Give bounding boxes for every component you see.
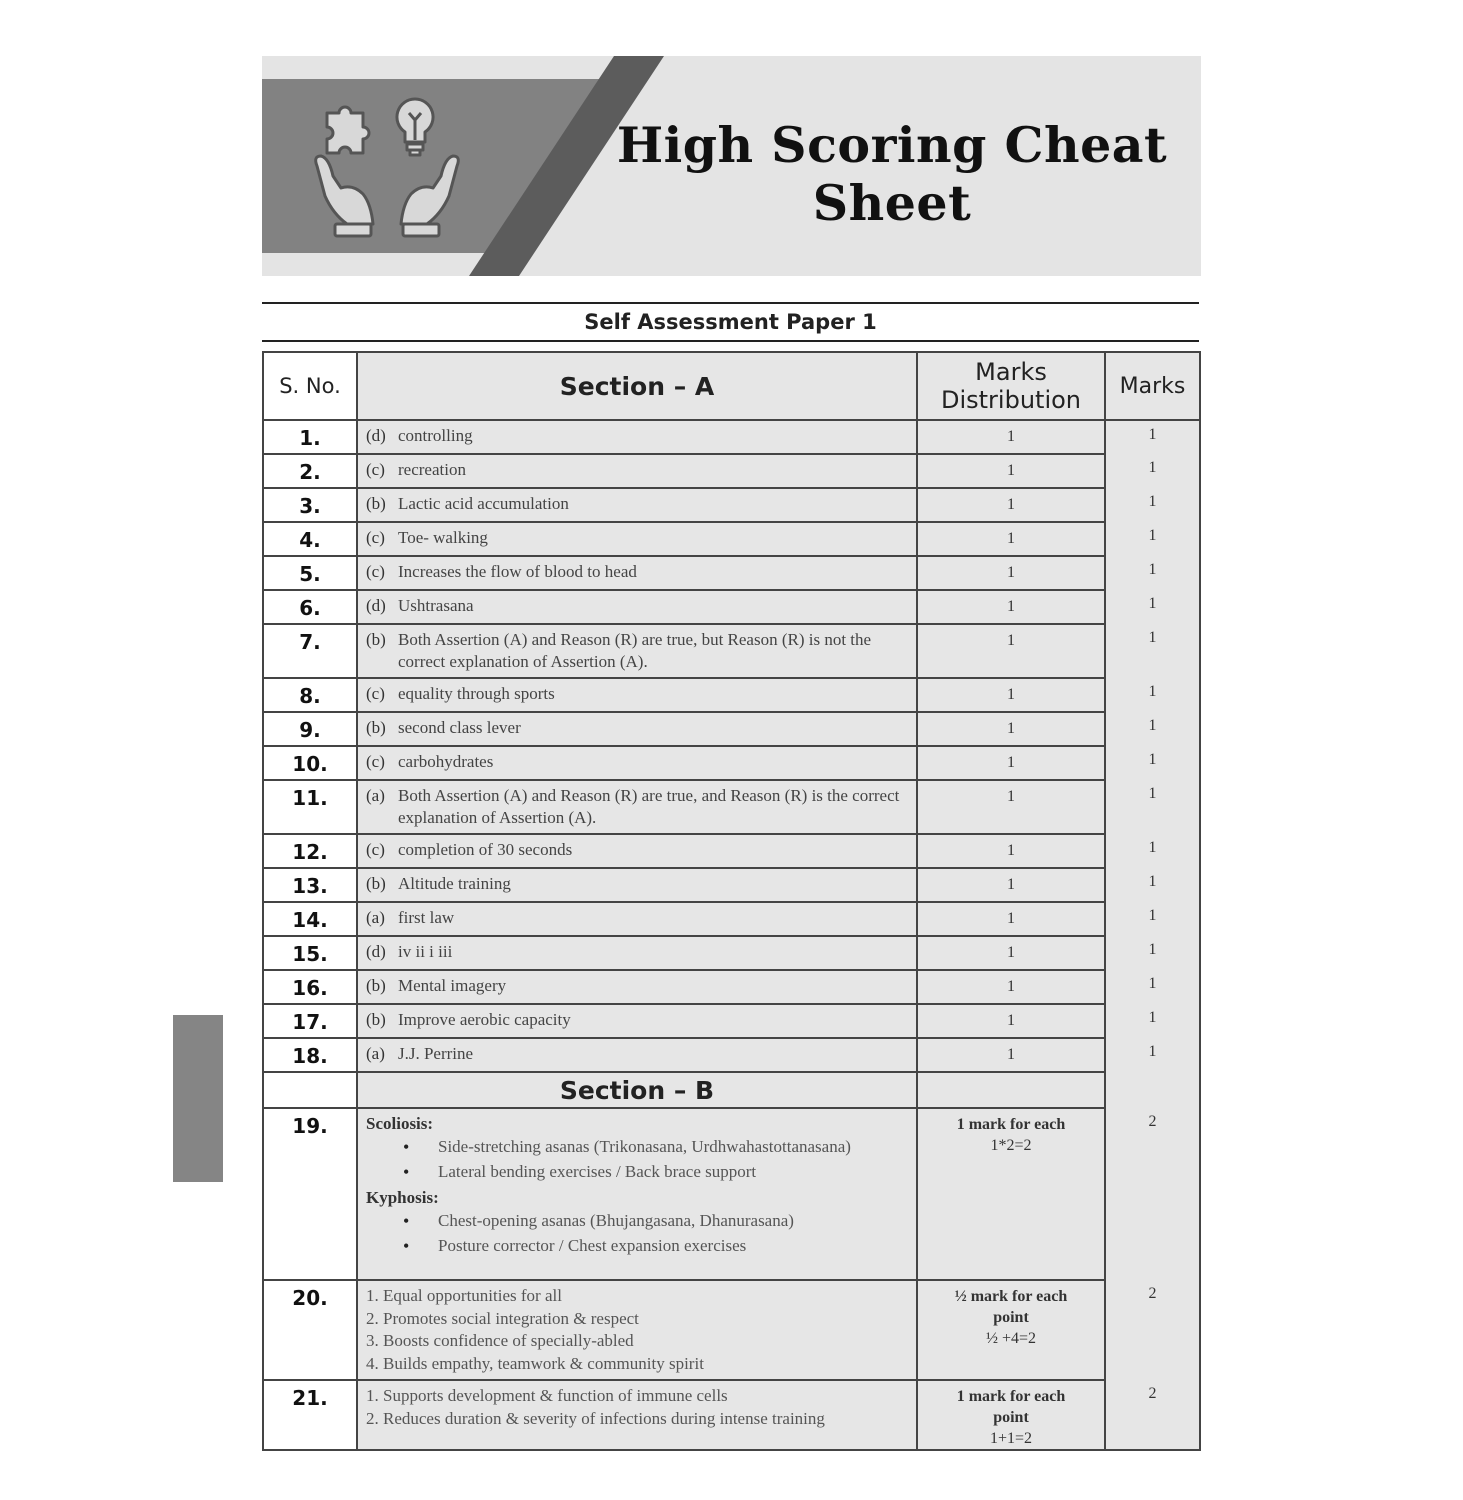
- row-sno: 18.: [263, 1038, 357, 1072]
- row-answer-text: Altitude training: [398, 874, 511, 893]
- row-marks: 2: [1105, 1108, 1200, 1280]
- answer-key-table: [262, 351, 1201, 1451]
- row-marks-distribution: 1: [917, 746, 1105, 780]
- subtitle-bar: [262, 302, 1199, 342]
- banner: [262, 56, 1201, 276]
- table-row: [263, 488, 1200, 522]
- row-option: (c): [366, 460, 385, 479]
- row-marks-distribution: 1: [917, 970, 1105, 1004]
- row-answer: [357, 712, 917, 746]
- lightbulb-icon: [397, 99, 433, 155]
- row-sno: 14.: [263, 902, 357, 936]
- row-option: (c): [366, 684, 385, 703]
- row-option: (c): [366, 528, 385, 547]
- row-marks-distribution: 1: [917, 420, 1105, 454]
- title-line-2: Sheet: [812, 174, 972, 232]
- row-answer: [357, 488, 917, 522]
- row-marks: 1: [1105, 936, 1200, 970]
- section-b-body: [263, 1072, 1200, 1450]
- row-option: (b): [366, 1010, 386, 1029]
- row-marks: 1: [1105, 556, 1200, 590]
- row-answer-text: equality through sports: [398, 684, 555, 703]
- row-marks-distribution: [917, 1280, 1105, 1380]
- row-marks: 1: [1105, 590, 1200, 624]
- row-sno: 11.: [263, 780, 357, 834]
- header-marks-distribution-line1: Marks: [975, 358, 1047, 386]
- row-answer-text: iv ii i iii: [398, 942, 453, 961]
- row-marks-distribution: 1: [917, 780, 1105, 834]
- kyphosis-heading: Kyphosis:: [366, 1188, 439, 1207]
- row-marks-distribution: 1: [917, 834, 1105, 868]
- row-marks-distribution: 1: [917, 678, 1105, 712]
- row-answer-text: first law: [398, 908, 455, 927]
- row-option: (b): [366, 718, 386, 737]
- row-answer-text: completion of 30 seconds: [398, 840, 573, 859]
- paper-subtitle: Self Assessment Paper 1: [584, 310, 877, 334]
- header-marks: Marks: [1105, 352, 1200, 420]
- row-option: (c): [366, 562, 385, 581]
- side-thumb-tab: [173, 1015, 223, 1182]
- section-b-header-row: [263, 1072, 1200, 1108]
- list-item: • Posture corrector / Chest expansion exercises: [438, 1236, 908, 1256]
- table-row: [263, 712, 1200, 746]
- row-sno: 7.: [263, 624, 357, 678]
- row-sno: 5.: [263, 556, 357, 590]
- left-hand-icon: [316, 156, 373, 236]
- row-answer: [357, 678, 917, 712]
- row-sno: 1.: [263, 420, 357, 454]
- row-marks-distribution: 1: [917, 590, 1105, 624]
- row-marks-distribution: 1: [917, 454, 1105, 488]
- page-title: [612, 116, 1172, 232]
- row-marks: 1: [1105, 454, 1200, 488]
- row-sno: 6.: [263, 590, 357, 624]
- row-sno: 21.: [263, 1380, 357, 1450]
- row-marks-distribution: 1: [917, 624, 1105, 678]
- list-item: • Lateral bending exercises / Back brace support: [438, 1162, 908, 1182]
- row-answer: [357, 1280, 917, 1380]
- table-row: [263, 970, 1200, 1004]
- row-marks: 2: [1105, 1280, 1200, 1380]
- row-answer: [357, 936, 917, 970]
- dist-line: ½ +4=2: [985, 1330, 1037, 1347]
- row-marks: 1: [1105, 522, 1200, 556]
- row-answer: [357, 556, 917, 590]
- list-item: • Side-stretching asanas (Trikonasana, Urdhwahastottanasana): [438, 1137, 908, 1157]
- row-marks: 1: [1105, 1038, 1200, 1072]
- row-answer: [357, 834, 917, 868]
- row-option: (d): [366, 426, 386, 445]
- section-a-body: [263, 420, 1200, 1072]
- row-answer-text: Improve aerobic capacity: [398, 1010, 571, 1029]
- list-item: 2. Reduces duration & severity of infections during intense training: [366, 1408, 825, 1428]
- row-answer-text: Ushtrasana: [398, 596, 474, 615]
- row-sno: 17.: [263, 1004, 357, 1038]
- row-sno: 12.: [263, 834, 357, 868]
- row-sno: 20.: [263, 1280, 357, 1380]
- row-marks-distribution: 1: [917, 902, 1105, 936]
- row-answer: [357, 780, 917, 834]
- row-marks: 1: [1105, 1004, 1200, 1038]
- dist-line: 1+1=2: [989, 1430, 1033, 1447]
- row-answer-text: carbohydrates: [398, 752, 494, 771]
- row-answer: [357, 522, 917, 556]
- row-option: (a): [366, 1044, 385, 1063]
- row-answer: [357, 1380, 917, 1450]
- row-option: (b): [366, 494, 386, 513]
- table-row: [263, 420, 1200, 454]
- list-item: • Chest-opening asanas (Bhujangasana, Dhanurasana): [438, 1211, 908, 1231]
- row-answer: [357, 902, 917, 936]
- table-row: [263, 556, 1200, 590]
- row-answer: [357, 868, 917, 902]
- row-option: (a): [366, 908, 385, 927]
- row-answer: [357, 1038, 917, 1072]
- section-b-marks-blank: [1105, 1072, 1200, 1108]
- row-marks: 1: [1105, 624, 1200, 678]
- dist-line: ½ mark for each: [954, 1288, 1068, 1305]
- row-option: (c): [366, 752, 385, 771]
- row-sno: 2.: [263, 454, 357, 488]
- row-marks-distribution: [917, 1108, 1105, 1280]
- row-marks: 1: [1105, 712, 1200, 746]
- row-marks-distribution: 1: [917, 936, 1105, 970]
- row-marks: 1: [1105, 868, 1200, 902]
- row-answer: [357, 970, 917, 1004]
- list-item: 3. Boosts confidence of specially-abled: [366, 1331, 634, 1350]
- row-option: (c): [366, 840, 385, 859]
- row-marks: 1: [1105, 746, 1200, 780]
- row-sno: 9.: [263, 712, 357, 746]
- row-answer: [357, 454, 917, 488]
- row-answer-text: second class lever: [398, 718, 521, 737]
- row-marks: 1: [1105, 902, 1200, 936]
- list-item: 1. Supports development & function of immune cells: [366, 1386, 728, 1405]
- table-row: [263, 1004, 1200, 1038]
- puzzle-icon: [327, 107, 369, 153]
- row-answer-text: Both Assertion (A) and Reason (R) are true, but Reason (R) is not the correct explanation of Assertion (A).: [398, 630, 872, 671]
- table-row: [263, 522, 1200, 556]
- row-sno: 3.: [263, 488, 357, 522]
- header-marks-distribution: [917, 352, 1105, 420]
- row-option: (d): [366, 596, 386, 615]
- table-row: [263, 678, 1200, 712]
- table-row: [263, 624, 1200, 678]
- row-marks-distribution: 1: [917, 1038, 1105, 1072]
- row-sno: 8.: [263, 678, 357, 712]
- title-line-1: High Scoring Cheat: [616, 116, 1168, 174]
- row-answer: [357, 1108, 917, 1280]
- table-row: [263, 780, 1200, 834]
- header-section-a: Section – A: [357, 352, 917, 420]
- section-b-dist-blank: [917, 1072, 1105, 1108]
- table-row: [263, 1038, 1200, 1072]
- row-marks: 1: [1105, 780, 1200, 834]
- section-b-sno-blank: [263, 1072, 357, 1108]
- list-item: 1. Equal opportunities for all: [366, 1286, 562, 1305]
- row-sno: 10.: [263, 746, 357, 780]
- row-answer-text: Lactic acid accumulation: [398, 494, 569, 513]
- row-sno: 16.: [263, 970, 357, 1004]
- list-item: 2. Promotes social integration & respect: [366, 1308, 639, 1328]
- scoliosis-heading: Scoliosis:: [366, 1114, 434, 1133]
- table-row-21: [263, 1380, 1200, 1450]
- row-answer: [357, 1004, 917, 1038]
- row-option: (d): [366, 942, 386, 961]
- row-option: (a): [366, 786, 385, 805]
- table-row: [263, 746, 1200, 780]
- row-answer-text: controlling: [398, 426, 473, 445]
- row-answer: [357, 420, 917, 454]
- dist-line: 1*2=2: [990, 1137, 1032, 1154]
- banner-icons: [307, 91, 467, 241]
- row-sno: 13.: [263, 868, 357, 902]
- table-row: [263, 868, 1200, 902]
- row-marks-distribution: 1: [917, 712, 1105, 746]
- table-row: [263, 834, 1200, 868]
- row-marks: 1: [1105, 970, 1200, 1004]
- dist-line: 1 mark for each: [956, 1116, 1066, 1133]
- dist-line: point: [993, 1309, 1029, 1326]
- row-marks-distribution: 1: [917, 488, 1105, 522]
- table-row: [263, 902, 1200, 936]
- row-marks-distribution: [917, 1380, 1105, 1450]
- list-item: 4. Builds empathy, teamwork & community spirit: [366, 1353, 704, 1373]
- header-marks-distribution-line2: Distribution: [940, 386, 1081, 414]
- right-hand-icon: [401, 156, 458, 236]
- section-b-title: Section – B: [357, 1072, 917, 1108]
- table-row-19: [263, 1108, 1200, 1280]
- row-answer: [357, 746, 917, 780]
- row-answer-text: Both Assertion (A) and Reason (R) are true, and Reason (R) is the correct explanation of Assertion (A).: [398, 786, 900, 827]
- scoliosis-list: [366, 1137, 908, 1182]
- row-answer-text: J.J. Perrine: [398, 1044, 474, 1063]
- table-row-20: [263, 1280, 1200, 1380]
- row-marks-distribution: 1: [917, 556, 1105, 590]
- row-marks: 1: [1105, 678, 1200, 712]
- row-marks: 1: [1105, 834, 1200, 868]
- row-option: (b): [366, 630, 386, 649]
- row-answer: [357, 624, 917, 678]
- table-row: [263, 936, 1200, 970]
- row-answer-text: recreation: [398, 460, 466, 479]
- table-row: [263, 590, 1200, 624]
- row-answer: [357, 590, 917, 624]
- row-marks-distribution: 1: [917, 522, 1105, 556]
- row-marks: 1: [1105, 420, 1200, 454]
- table-header-row: [263, 352, 1200, 420]
- row-marks-distribution: 1: [917, 868, 1105, 902]
- table-row: [263, 454, 1200, 488]
- dist-line: point: [993, 1409, 1029, 1426]
- header-sno: S. No.: [263, 352, 357, 420]
- row-marks-distribution: 1: [917, 1004, 1105, 1038]
- row-answer-text: Increases the flow of blood to head: [398, 562, 637, 581]
- row-marks: 1: [1105, 488, 1200, 522]
- row-answer-text: Toe- walking: [398, 528, 488, 547]
- row-marks: 2: [1105, 1380, 1200, 1450]
- row-answer-text: Mental imagery: [398, 976, 507, 995]
- row-option: (b): [366, 874, 386, 893]
- row-sno: 4.: [263, 522, 357, 556]
- row-sno: 19.: [263, 1108, 357, 1280]
- dist-line: 1 mark for each: [956, 1388, 1066, 1405]
- row-option: (b): [366, 976, 386, 995]
- row-sno: 15.: [263, 936, 357, 970]
- kyphosis-list: [366, 1211, 908, 1256]
